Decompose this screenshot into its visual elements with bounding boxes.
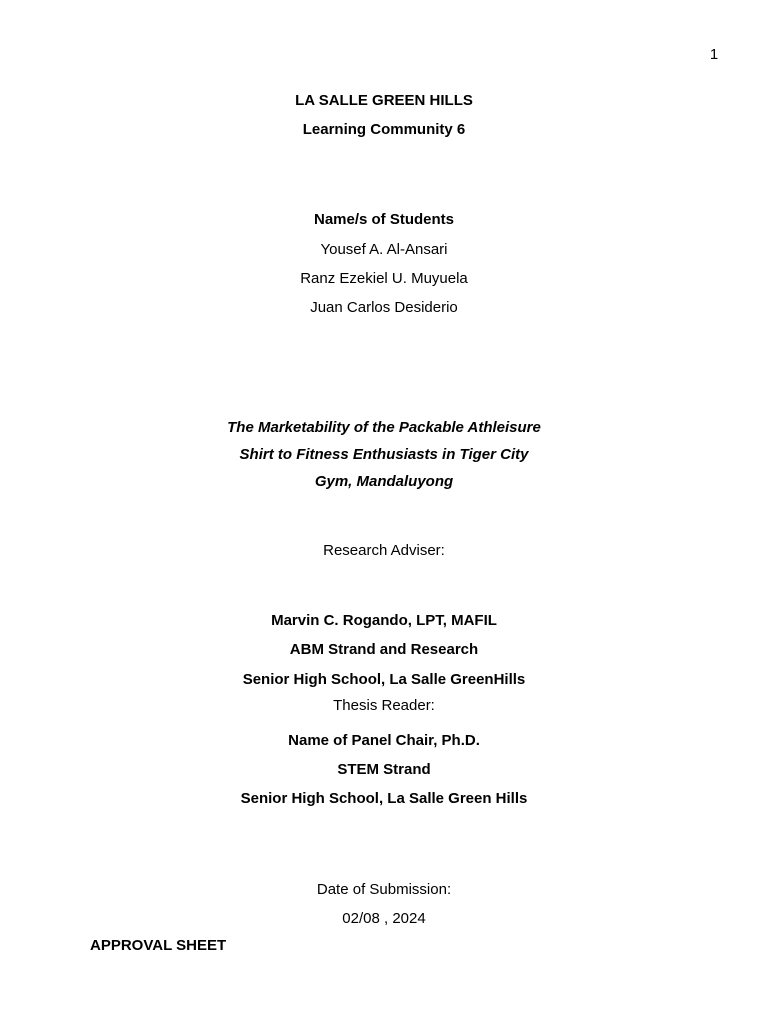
reader-school: Senior High School, La Salle Green Hills	[240, 790, 528, 807]
student-name: Ranz Ezekiel U. Muyuela	[300, 270, 468, 287]
adviser-label: Research Adviser:	[323, 542, 445, 559]
submission-date: 02/08 , 2024	[342, 910, 426, 927]
approval-sheet-heading: APPROVAL SHEET	[90, 937, 227, 954]
adviser-name: Marvin C. Rogando, LPT, MAFIL	[271, 612, 497, 629]
reader-label: Thesis Reader:	[333, 697, 435, 714]
student-name: Yousef A. Al-Ansari	[320, 241, 448, 258]
adviser-school: Senior High School, La Salle GreenHills	[242, 671, 526, 688]
reader-name: Name of Panel Chair, Ph.D.	[288, 732, 480, 749]
thesis-title-line: Gym, Mandaluyong	[314, 473, 454, 490]
learning-community: Learning Community 6	[302, 121, 466, 138]
submission-label: Date of Submission:	[316, 881, 452, 898]
thesis-title-line: Shirt to Fitness Enthusiasts in Tiger City	[239, 446, 529, 463]
adviser-department: ABM Strand and Research	[289, 641, 479, 658]
school-name: LA SALLE GREEN HILLS	[295, 92, 473, 109]
reader-department: STEM Strand	[337, 761, 431, 778]
students-heading: Name/s of Students	[313, 211, 455, 228]
thesis-title-line: The Marketability of the Packable Athleisure	[227, 419, 541, 436]
page-number: 1	[709, 46, 719, 63]
student-name: Juan Carlos Desiderio	[310, 299, 458, 316]
